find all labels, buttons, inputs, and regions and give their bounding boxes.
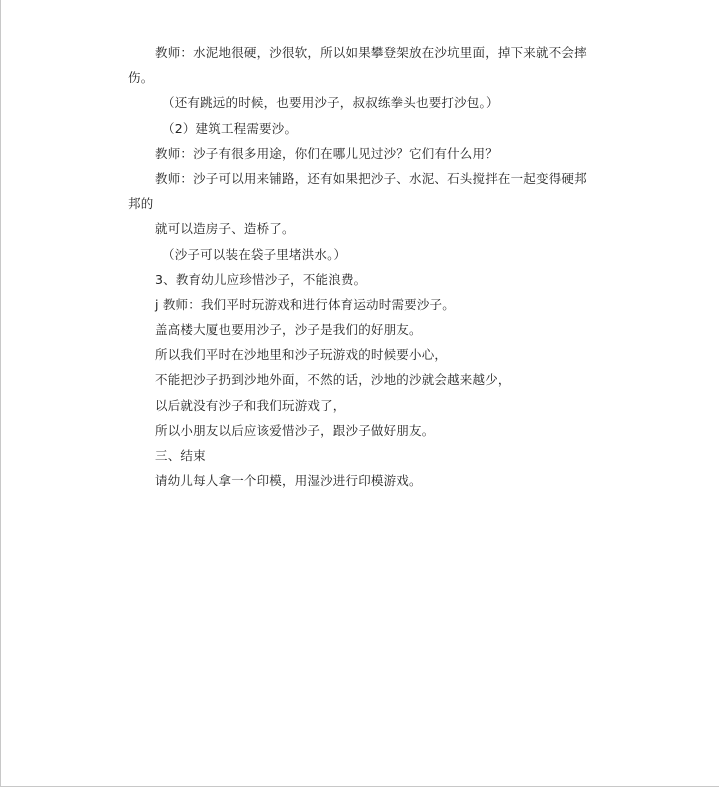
paragraph-line: 所以我们平时在沙地里和沙子玩游戏的时候要小心， [155, 347, 448, 363]
paragraph-line: 以后就没有沙子和我们玩游戏了， [155, 397, 346, 413]
paragraph-line: 请幼儿每人拿一个印模，用湿沙进行印模游戏。 [155, 473, 422, 489]
paragraph-line: 盖高楼大厦也要用沙子，沙子是我们的好朋友。 [155, 322, 422, 338]
paragraph-line: 伤。 [128, 70, 154, 86]
paragraph-line: 不能把沙子扔到沙地外面，不然的话，沙地的沙就会越来越少， [155, 372, 511, 388]
paragraph-line: （还有跳远的时候，也要用沙子，叔叔练拳头也要打沙包。） [162, 95, 499, 111]
paragraph-line: 教师：沙子有很多用途，你们在哪儿见过沙？它们有什么用？ [155, 145, 498, 161]
paragraph-line: 所以小朋友以后应该爱惜沙子，跟沙子做好朋友。 [155, 422, 435, 438]
paragraph-line: 就可以造房子、造桥了。 [155, 221, 295, 237]
section-heading: 三、结束 [155, 448, 206, 463]
document-body [128, 40, 598, 493]
paragraph-line: 教师：沙子可以用来铺路，还有如果把沙子、水泥、石头搅拌在一起变得硬邦 [155, 170, 587, 186]
paragraph-line: 教师：水泥地很硬，沙很软，所以如果攀登架放在沙坑里面，掉下来就不会摔 [155, 45, 587, 60]
paragraph-line: 邦的 [128, 196, 154, 212]
paragraph-line: （沙子可以装在袋子里堵洪水。） [162, 246, 347, 262]
section-heading: 3、教育幼儿应珍惜沙子，不能浪费。 [155, 271, 367, 287]
paragraph-line: j 教师：我们平时玩游戏和进行体育运动时需要沙子。 [155, 296, 455, 312]
section-heading: （2）建筑工程需要沙。 [162, 120, 298, 136]
